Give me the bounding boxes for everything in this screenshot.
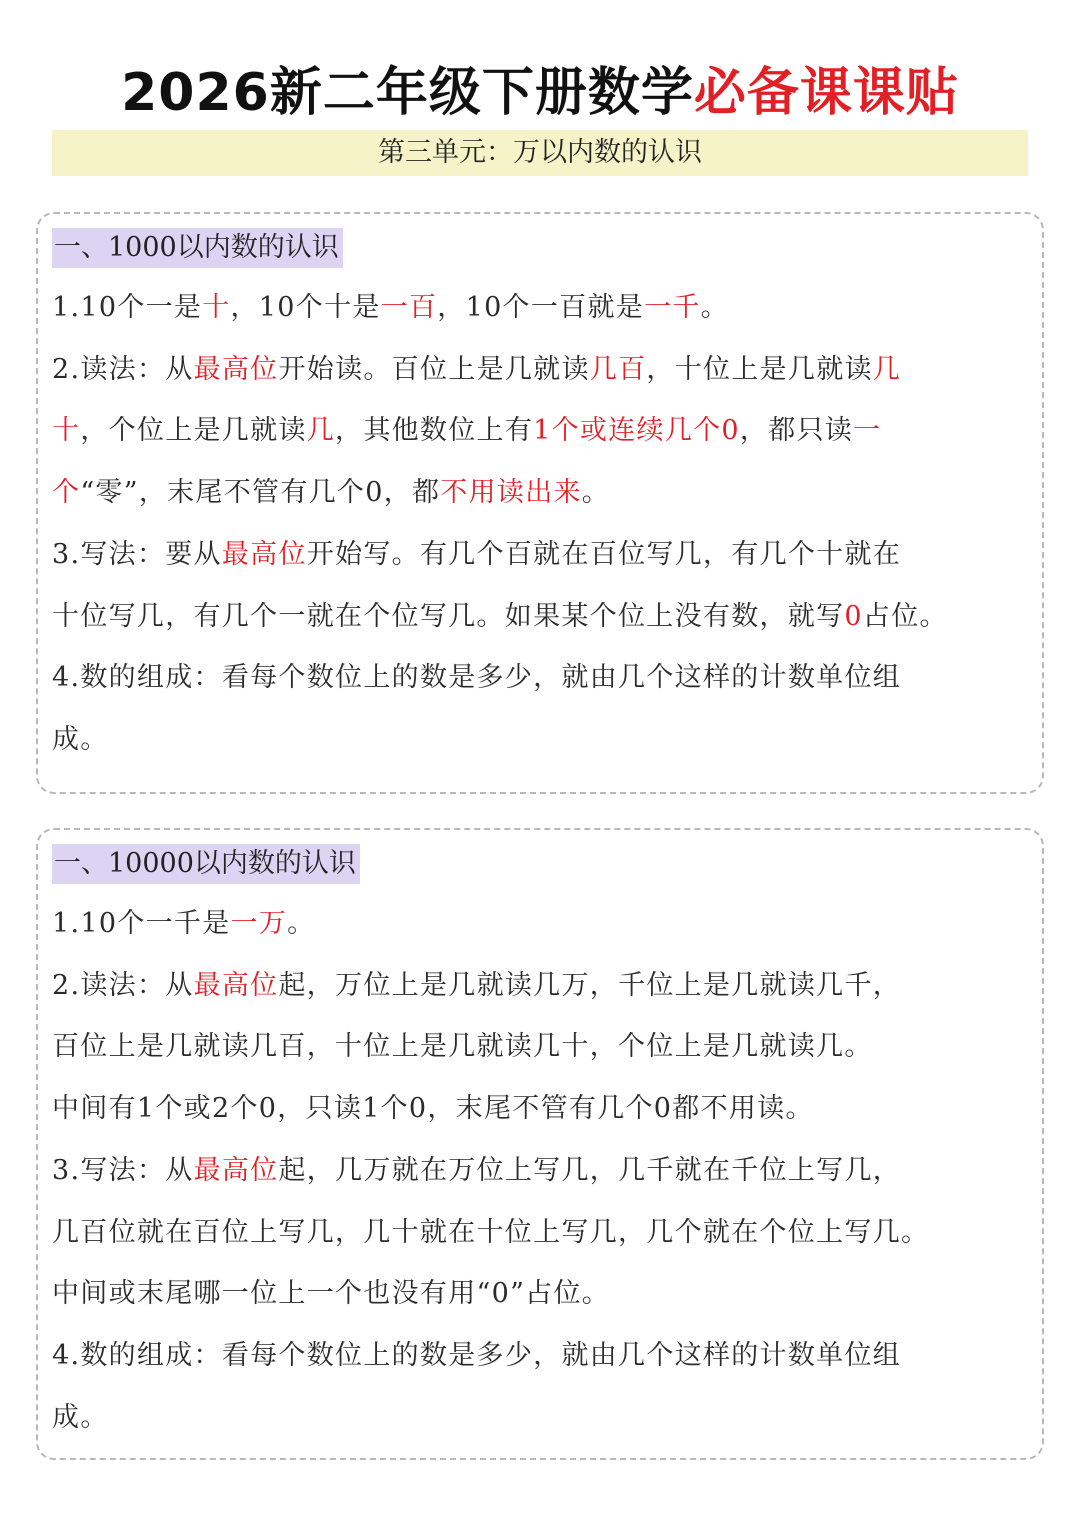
body-text: 中间有1个或2个0，只读1个0，末尾不管有几个0都不用读。 [52,1093,814,1125]
section2-line-5 [52,1151,901,1191]
body-text: 占位。 [862,600,948,632]
body-text: 十位写几，有几个一就在个位写几。如果某个位上没有数，就写 [52,600,845,632]
section2-line-7 [52,1274,610,1314]
section2-line-2 [52,966,901,1006]
section1-line-1 [52,288,729,328]
section2-line-4 [52,1089,814,1129]
body-text: 4.数的组成：看每个数位上的数是多少，就由几个这样的计数单位组 [52,1339,902,1371]
body-text: 成。 [52,1401,109,1433]
body-text: ，10个十是 [230,292,381,323]
body-text: “零”，末尾不管有几个0，都 [80,477,441,509]
body-text: 2.读法：从 [52,969,194,1001]
section2-line-3 [52,1027,873,1067]
section1-line-5 [52,535,901,575]
body-text: 3.写法：从 [52,1154,194,1186]
highlight-text: 一百 [380,292,438,323]
highlight-text: 几 [872,353,902,385]
body-text: 4.数的组成：看每个数位上的数是多少，就由几个这样的计数单位组 [52,662,902,694]
body-text: 1.10个一是 [52,292,203,323]
unit-banner: 第三单元：万以内数的认识 [52,130,1028,176]
section2-line-6 [52,1213,929,1253]
body-text: 3.写法：要从 [52,538,222,570]
title-prefix: 2026新二年级下册数学 [121,63,694,123]
highlight-text: 几百 [589,353,647,385]
body-text: ，其他数位上有 [335,415,534,447]
body-text: 。 [700,292,729,323]
highlight-text: 一千 [644,292,701,323]
body-text: ，都只读 [739,415,854,447]
body-text: ，十位上是几就读 [646,353,873,385]
body-text: 。 [287,908,316,939]
highlight-text: 十 [52,415,81,447]
body-text: 1.10个一千是 [52,908,231,939]
section2-line-8 [52,1336,901,1376]
body-text: 2.读法：从 [52,353,194,385]
section1-line-6 [52,597,948,637]
page-title [0,50,1080,125]
section1-line-2 [52,350,901,390]
body-text: 几百位就在百位上写几，几十就在十位上写几，几个就在个位上写几。 [52,1216,930,1248]
section1-line-3 [52,411,881,451]
highlight-text: 一万 [230,908,288,939]
section1-line-4 [52,473,610,513]
highlight-text: 不用读出来 [440,477,582,509]
highlight-text: 十 [202,292,231,323]
body-text: 开始写。有几个百就在百位写几，有几个十就在 [306,538,902,570]
highlight-text: 最高位 [193,353,279,385]
body-text: 百位上是几就读几百，十位上是几就读几十，个位上是几就读几。 [52,1031,873,1063]
body-text: 开始读。百位上是几就读 [278,353,590,385]
highlight-text: 0 [844,600,863,632]
section1-line-7 [52,658,901,698]
section2-line-1 [52,904,315,944]
highlight-text: 一 [853,415,882,447]
section1-line-8 [52,720,109,760]
highlight-text: 最高位 [221,538,307,570]
section-heading-10000: 一、10000以内数的认识 [52,844,360,884]
highlight-text: 个 [52,477,81,509]
highlight-text: 最高位 [193,969,279,1001]
highlight-text: 几 [306,415,336,447]
highlight-text: 最高位 [193,1154,279,1186]
body-text: 成。 [52,723,109,755]
body-text: 起，万位上是几就读几万，千位上是几就读几千， [278,969,902,1001]
body-text: ，10个一百就是 [437,292,645,323]
highlight-text: 1个或连续几个0 [533,415,740,447]
section-heading-1000: 一、1000以内数的认识 [52,228,343,268]
body-text: ，个位上是几就读 [80,415,307,447]
title-highlight: 必备课课贴 [693,63,959,123]
body-text: 中间或末尾哪一位上一个也没有用“0”占位。 [52,1278,611,1310]
body-text: 起，几万就在万位上写几，几千就在千位上写几， [278,1154,902,1186]
body-text: 。 [581,477,611,509]
section2-line-9 [52,1398,109,1438]
